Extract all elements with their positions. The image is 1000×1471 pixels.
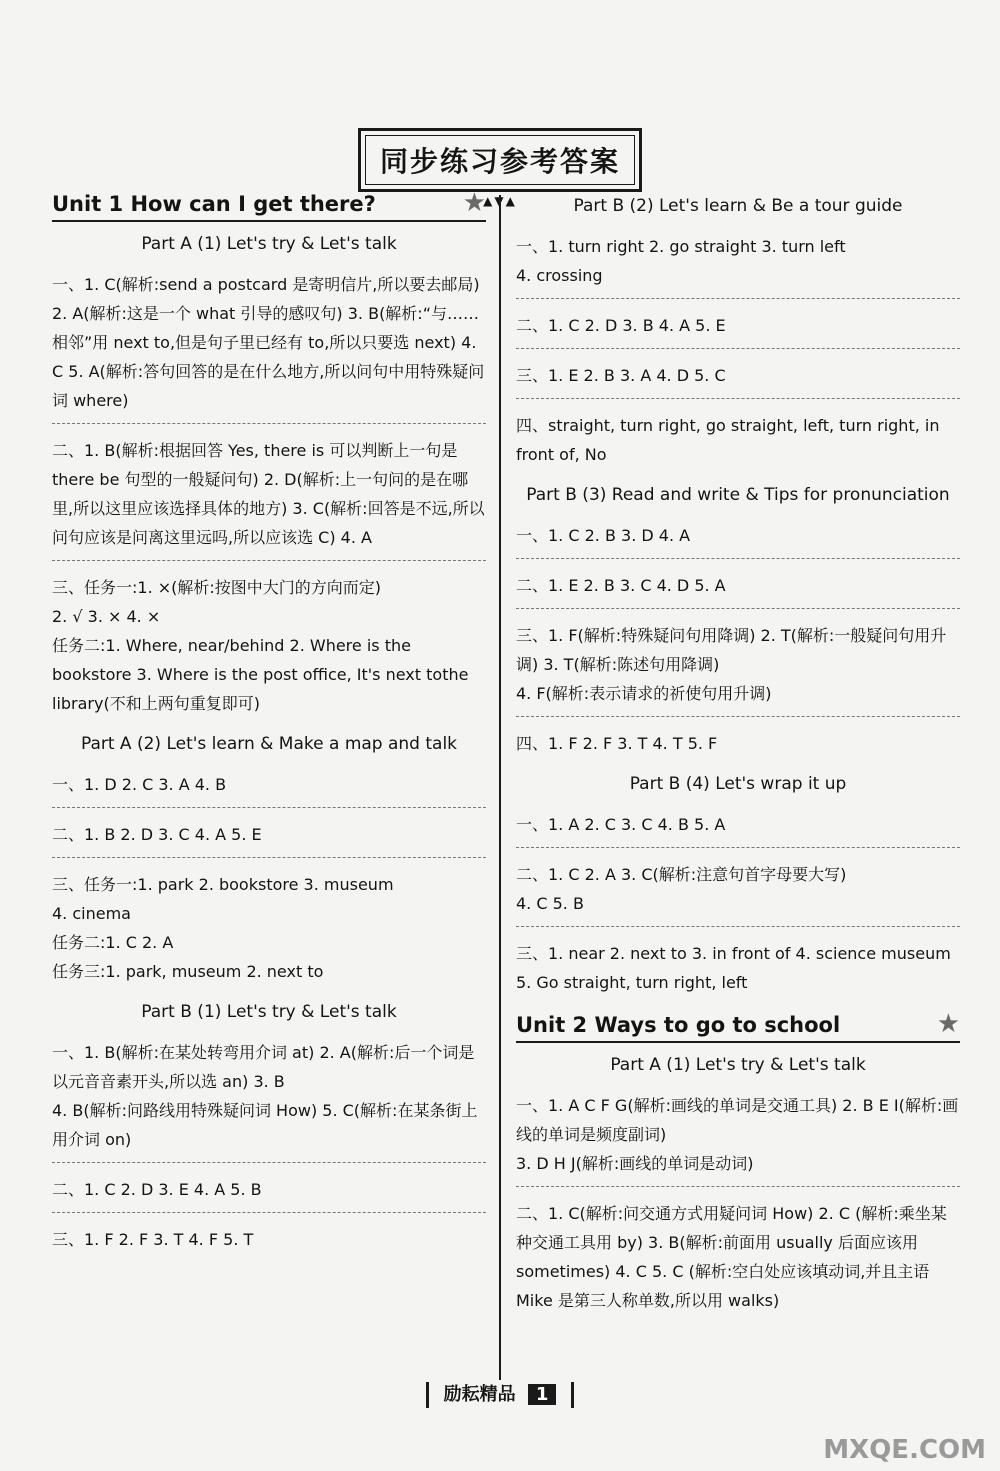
answer-block: 二、1. E 2. B 3. C 4. D 5. A — [516, 567, 960, 609]
answer-block: 四、straight, turn right, go straight, left, turn right, in front of, No — [516, 416, 940, 464]
answer-block: 一、1. B(解析:在某处转弯用介词 at) 2. A(解析:后一个词是以元音音素开头,所以选 an) 3. B 4. B(解析:问路线用特殊疑问词 How) 5. C(解析:在某条街上用介词 on) — [52, 1034, 486, 1163]
answer-block: 一、1. D 2. C 3. A 4. B — [52, 766, 486, 808]
answer-block: 一、1. A 2. C 3. C 4. B 5. A — [516, 806, 960, 848]
answer-block: 一、1. C(解析:send a postcard 是寄明信片,所以要去邮局) 2. A(解析:这是一个 what 引导的感叹句) 3. B(解析:“与……相邻”用 next to,但是句子里已经有 to,所以只要选 next) 4. C 5. A(解析:答句回答的是在什么地方,所以问句中用特殊疑问词 where) — [52, 266, 486, 424]
answer-block: 二、1. C 2. D 3. B 4. A 5. E — [516, 307, 960, 349]
answer-block: 二、1. C 2. D 3. E 4. A 5. B — [52, 1171, 486, 1213]
page-footer — [0, 1380, 1000, 1408]
answer-block: 二、1. B 2. D 3. C 4. A 5. E — [52, 816, 486, 858]
answer-block: 一、1. turn right 2. go straight 3. turn left 4. crossing — [516, 228, 960, 299]
unit-1-title: Unit 1 How can I get there? — [52, 192, 376, 216]
section-title: Part A (1) Let's try & Let's talk — [141, 234, 397, 254]
section-title: Part B (3) Read and write & Tips for pronunciation — [526, 485, 950, 505]
right-column — [516, 192, 960, 1331]
answer-block: 四、1. F 2. F 3. T 4. T 5. F — [516, 734, 718, 753]
column-divider — [499, 195, 501, 1380]
footer-bar — [426, 1382, 429, 1408]
answer-block: 三、1. near 2. next to 3. in front of 4. science museum 5. Go straight, turn right, left — [516, 944, 951, 992]
unit-1-heading — [52, 188, 486, 222]
answer-block: 一、1. A C F G(解析:画线的单词是交通工具) 2. B E I(解析:画线的单词是频度副词) 3. D H J(解析:画线的单词是动词) — [516, 1087, 960, 1187]
left-sections — [52, 234, 486, 1262]
answer-block: 三、1. F(解析:特殊疑问句用降调) 2. T(解析:一般疑问句用升调) 3. T(解析:陈述句用降调) 4. F(解析:表示请求的祈使句用升调) — [516, 617, 960, 717]
unit-2-title: Unit 2 Ways to go to school — [516, 1013, 841, 1037]
section-title: Part A (2) Let's learn & Make a map and talk — [80, 734, 458, 754]
footer-bar — [571, 1382, 574, 1408]
star-icon: ★ — [936, 1009, 960, 1039]
star-icon: ★ — [462, 188, 486, 218]
title-arrows-icon: ▲▼▲ — [483, 194, 517, 208]
answer-block: 一、1. C 2. B 3. D 4. A — [516, 517, 960, 559]
answer-block: 二、1. C(解析:问交通方式用疑问词 How) 2. C (解析:乘坐某种交通工具用 by) 3. B(解析:前面用 usually 后面应该用 sometimes) 4. C 5. C (解析:空白处应该填动词,并且主语 Mike 是第三人称单数,所以用 walks) — [516, 1204, 947, 1310]
answer-block: 三、1. E 2. B 3. A 4. D 5. C — [516, 357, 960, 399]
answer-block: 三、任务一:1. ×(解析:按图中大门的方向而定) 2. √ 3. × 4. × 任务二:1. Where, near/behind 2. Where is the bookstore 3. Where is the post office, It's next tothe library(不和上两句重复即可) — [52, 578, 469, 713]
answer-block: 二、1. C 2. A 3. C(解析:注意句首字母要大写) 4. C 5. B — [516, 856, 960, 927]
watermark: MXQE.COM — [823, 1435, 986, 1465]
unit-2-sections — [516, 1055, 960, 1323]
unit-2-heading — [516, 1009, 960, 1043]
section-title: Part B (2) Let's learn & Be a tour guide — [573, 196, 903, 216]
section-title: Part A (1) Let's try & Let's talk — [610, 1055, 866, 1075]
page-number: 1 — [528, 1384, 557, 1405]
right-sections — [516, 196, 960, 1005]
answer-block: 三、任务一:1. park 2. bookstore 3. museum 4. cinema 任务二:1. C 2. A 任务三:1. park, museum 2. next to — [52, 875, 394, 981]
left-column — [52, 188, 486, 1270]
footer-brand: 励耘精品 — [443, 1384, 516, 1405]
answer-block: 三、1. F 2. F 3. T 4. F 5. T — [52, 1230, 254, 1249]
answer-block: 二、1. B(解析:根据回答 Yes, there is 可以判断上一句是 there be 句型的一般疑问句) 2. D(解析:上一句问的是在哪里,所以这里应该选择具体的地方) 3. C(解析:回答是不远,所以问句应该是问离这里远吗,所以应该选 C) 4. A — [52, 432, 486, 561]
title-text: 同步练习参考答案 — [365, 135, 635, 185]
title-frame — [358, 128, 642, 192]
section-title: Part B (4) Let's wrap it up — [629, 774, 847, 794]
section-title: Part B (1) Let's try & Let's talk — [141, 1002, 397, 1022]
